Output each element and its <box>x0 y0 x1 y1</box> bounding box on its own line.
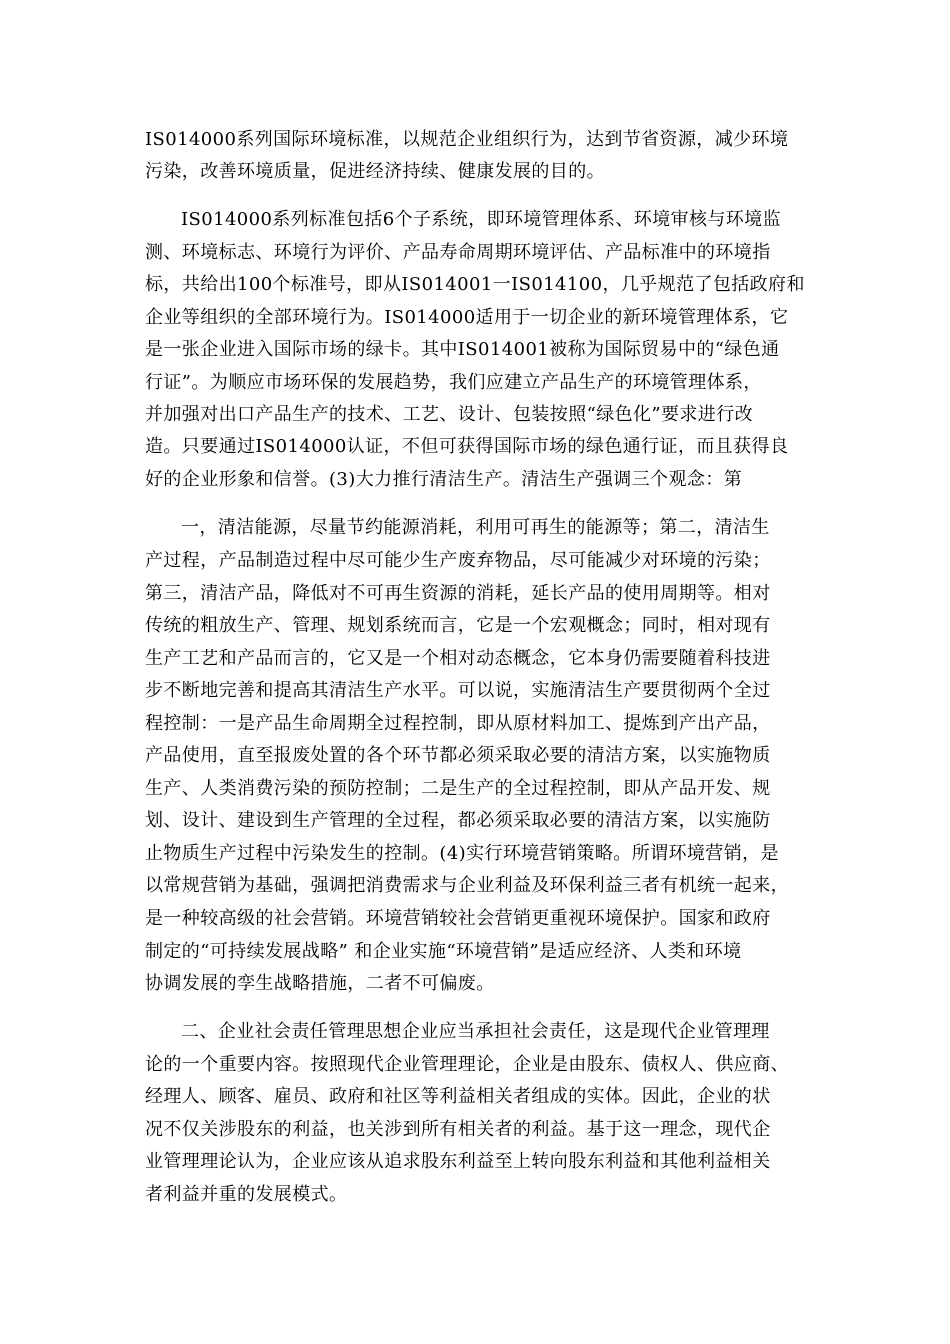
text-line: 并加强对出口产品生产的技术、工艺、设计、包装按照“绿色化”要求进行改 <box>145 404 754 425</box>
text-line: 企业等组织的全部环境行为。IS014000适用于一切企业的新环境管理体系，它 <box>145 307 789 328</box>
text-line: 是一张企业进入国际市场的绿卡。其中IS014001被称为国际贸易中的“绿色通 <box>145 339 780 360</box>
text-line: 传统的粗放生产、管理、规划系统而言，它是一个宏观概念；同时，相对现有 <box>145 615 771 636</box>
text-line: 造。只要通过IS014000认证，不但可获得国际市场的绿色通行证，而且获得良 <box>145 436 789 457</box>
text-line: 划、设计、建设到生产管理的全过程，都必须采取必要的清洁方案，以实施防 <box>145 810 771 831</box>
text-line: 是一种较高级的社会营销。环境营销较社会营销更重视环境保护。国家和政府 <box>145 908 771 929</box>
text-line: 生产、人类消费污染的预防控制；二是生产的全过程控制，即从产品开发、规 <box>145 778 771 799</box>
text-line: 污染，改善环境质量，促进经济持续、健康发展的目的。 <box>145 161 605 182</box>
text-line: 第三，清洁产品，降低对不可再生资源的消耗，延长产品的使用周期等。相对 <box>145 583 771 604</box>
text-line: 况不仅关涉股东的利益，也关涉到所有相关者的利益。基于这一理念，现代企 <box>145 1119 771 1140</box>
text-line: 产过程，产品制造过程中尽可能少生产废弃物品，尽可能减少对环境的污染； <box>145 550 771 571</box>
text-line: 标，共给出100个标准号，即从IS014001一IS014100，几乎规范了包括政府和 <box>145 274 805 295</box>
text-line: 二、企业社会责任管理思想企业应当承担社会责任，这是现代企业管理理 <box>181 1021 770 1042</box>
text-line: 步不断地完善和提高其清洁生产水平。可以说，实施清洁生产要贯彻两个全过 <box>145 680 771 701</box>
text-line: IS014000系列国际环境标准，以规范企业组织行为，达到节省资源，减少环境 <box>145 129 789 150</box>
text-line: 论的一个重要内容。按照现代企业管理理论，企业是由股东、债权人、供应商、 <box>145 1054 789 1075</box>
text-line: 以常规营销为基础，强调把消费需求与企业利益及环保利益三者有机统一起来， <box>145 875 789 896</box>
text-line: 一，清洁能源，尽量节约能源消耗，利用可再生的能源等；第二，清洁生 <box>181 517 770 538</box>
text-line: 者利益并重的发展模式。 <box>145 1184 348 1205</box>
text-line: 协调发展的孪生战略措施，二者不可偏废。 <box>145 973 495 994</box>
text-line: 止物质生产过程中污染发生的控制。(4)实行环境营销策略。所谓环境营销，是 <box>145 843 779 864</box>
text-line: 测、环境标志、环境行为评价、产品寿命周期环境评估、产品标准中的环境指 <box>145 242 771 263</box>
text-line: 业管理理论认为，企业应该从追求股东利益至上转向股东利益和其他利益相关 <box>145 1151 771 1172</box>
text-line: 好的企业形象和信誉。(3)大力推行清洁生产。清洁生产强调三个观念：第 <box>145 469 743 490</box>
text-line: 行证”。为顺应市场环保的发展趋势，我们应建立产品生产的环境管理体系， <box>145 372 762 393</box>
text-line: 产品使用，直至报废处置的各个环节都必须采取必要的清洁方案，以实施物质 <box>145 745 771 766</box>
text-line: 程控制：一是产品生命周期全过程控制，即从原材料加工、提炼到产出产品， <box>145 713 771 734</box>
text-line: 经理人、顾客、雇员、政府和社区等利益相关者组成的实体。因此，企业的状 <box>145 1086 771 1107</box>
text-line: 生产工艺和产品而言的，它又是一个相对动态概念，它本身仍需要随着科技进 <box>145 648 771 669</box>
text-line: 制定的“可持续发展战略” 和企业实施“环境营销”是适应经济、人类和环境 <box>145 941 742 962</box>
text-line: IS014000系列标准包括6个子系统，即环境管理体系、环境审核与环境监 <box>181 209 782 230</box>
